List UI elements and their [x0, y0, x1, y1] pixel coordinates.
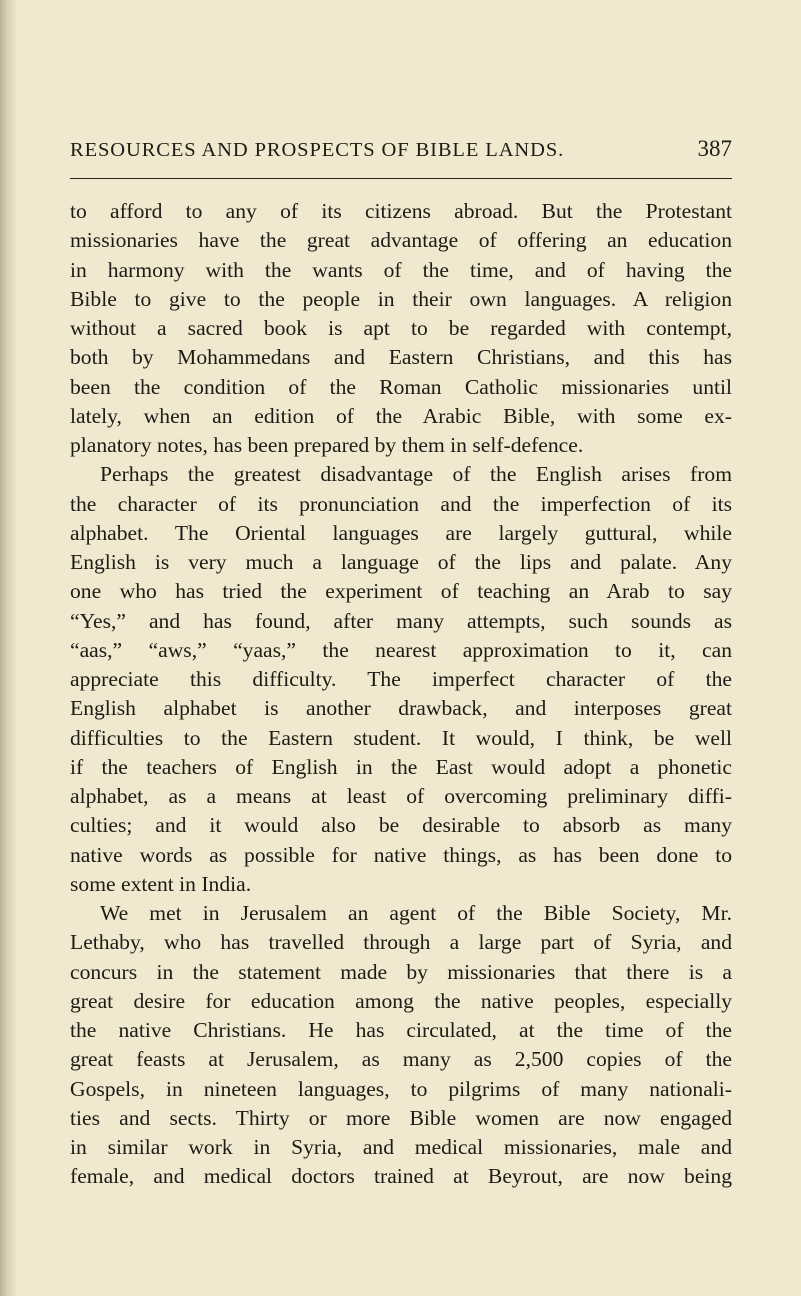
- text-line: lately, when an edition of the Arabic Bible, with some ex-: [70, 403, 732, 428]
- running-header: [70, 136, 732, 170]
- text-line: great feasts at Jerusalem, as many as 2,500 copies of the: [70, 1047, 732, 1072]
- text-line: difficulties to the Eastern student. It would, I think, be well: [70, 725, 732, 750]
- text-line: both by Mohammedans and Eastern Christians, and this has: [70, 345, 732, 370]
- text-line: great desire for education among the native peoples, especially: [70, 988, 732, 1013]
- book-page: [70, 0, 732, 1296]
- text-line: planatory notes, has been prepared by them in self-defence.: [70, 433, 584, 457]
- text-line: native words as possible for native things, as has been done to: [70, 842, 732, 867]
- text-line: “Yes,” and has found, after many attempts, such sounds as: [70, 608, 732, 633]
- text-line: to afford to any of its citizens abroad. But the Protestant: [70, 199, 732, 223]
- text-line: if the teachers of English in the East would adopt a phonetic: [70, 754, 732, 779]
- text-line: been the condition of the Roman Catholic missionaries until: [70, 374, 732, 399]
- header-rule: [70, 178, 732, 179]
- text-line: female, and medical doctors trained at Beyrout, are now being: [70, 1164, 732, 1189]
- text-line: alphabet, as a means at least of overcoming preliminary diffi-: [70, 784, 732, 808]
- text-line: one who has tried the experiment of teaching an Arab to say: [70, 579, 732, 604]
- text-line: in harmony with the wants of the time, and of having the: [70, 257, 732, 282]
- paragraph-start-line: We met in Jerusalem an agent of the Bible Society, Mr.: [100, 901, 732, 925]
- running-title: RESOURCES AND PROSPECTS OF BIBLE LANDS.: [70, 139, 565, 161]
- text-line: culties; and it would also be desirable to absorb as many: [70, 813, 732, 838]
- page-binding-edge: [0, 0, 16, 1296]
- text-line: some extent in India.: [70, 871, 252, 896]
- page-number: 387: [697, 136, 732, 161]
- text-line: the native Christians. He has circulated, at the time of the: [70, 1018, 732, 1042]
- paragraph-start-line: Perhaps the greatest disadvantage of the English arises from: [100, 462, 732, 487]
- text-line: in similar work in Syria, and medical missionaries, male and: [70, 1135, 732, 1159]
- body-text: [70, 197, 732, 1192]
- text-line: alphabet. The Oriental languages are largely guttural, while: [70, 520, 732, 545]
- text-line: Lethaby, who has travelled through a large part of Syria, and: [70, 930, 732, 955]
- text-line: Bible to give to the people in their own languages. A religion: [70, 286, 732, 311]
- text-line: the character of its pronunciation and the imperfection of its: [70, 491, 732, 516]
- text-line: English alphabet is another drawback, and interposes great: [70, 696, 732, 721]
- text-line: without a sacred book is apt to be regarded with contempt,: [70, 316, 732, 340]
- text-line: “aas,” “aws,” “yaas,” the nearest approximation to it, can: [70, 637, 732, 662]
- text-line: missionaries have the great advantage of offering an education: [70, 228, 732, 253]
- text-line: ties and sects. Thirty or more Bible women are now engaged: [70, 1105, 732, 1130]
- text-line: Gospels, in nineteen languages, to pilgrims of many nationali-: [70, 1076, 732, 1101]
- text-line: concurs in the statement made by missionaries that there is a: [70, 959, 732, 984]
- text-line: appreciate this difficulty. The imperfect character of the: [70, 667, 732, 691]
- text-line: English is very much a language of the lips and palate. Any: [70, 550, 732, 574]
